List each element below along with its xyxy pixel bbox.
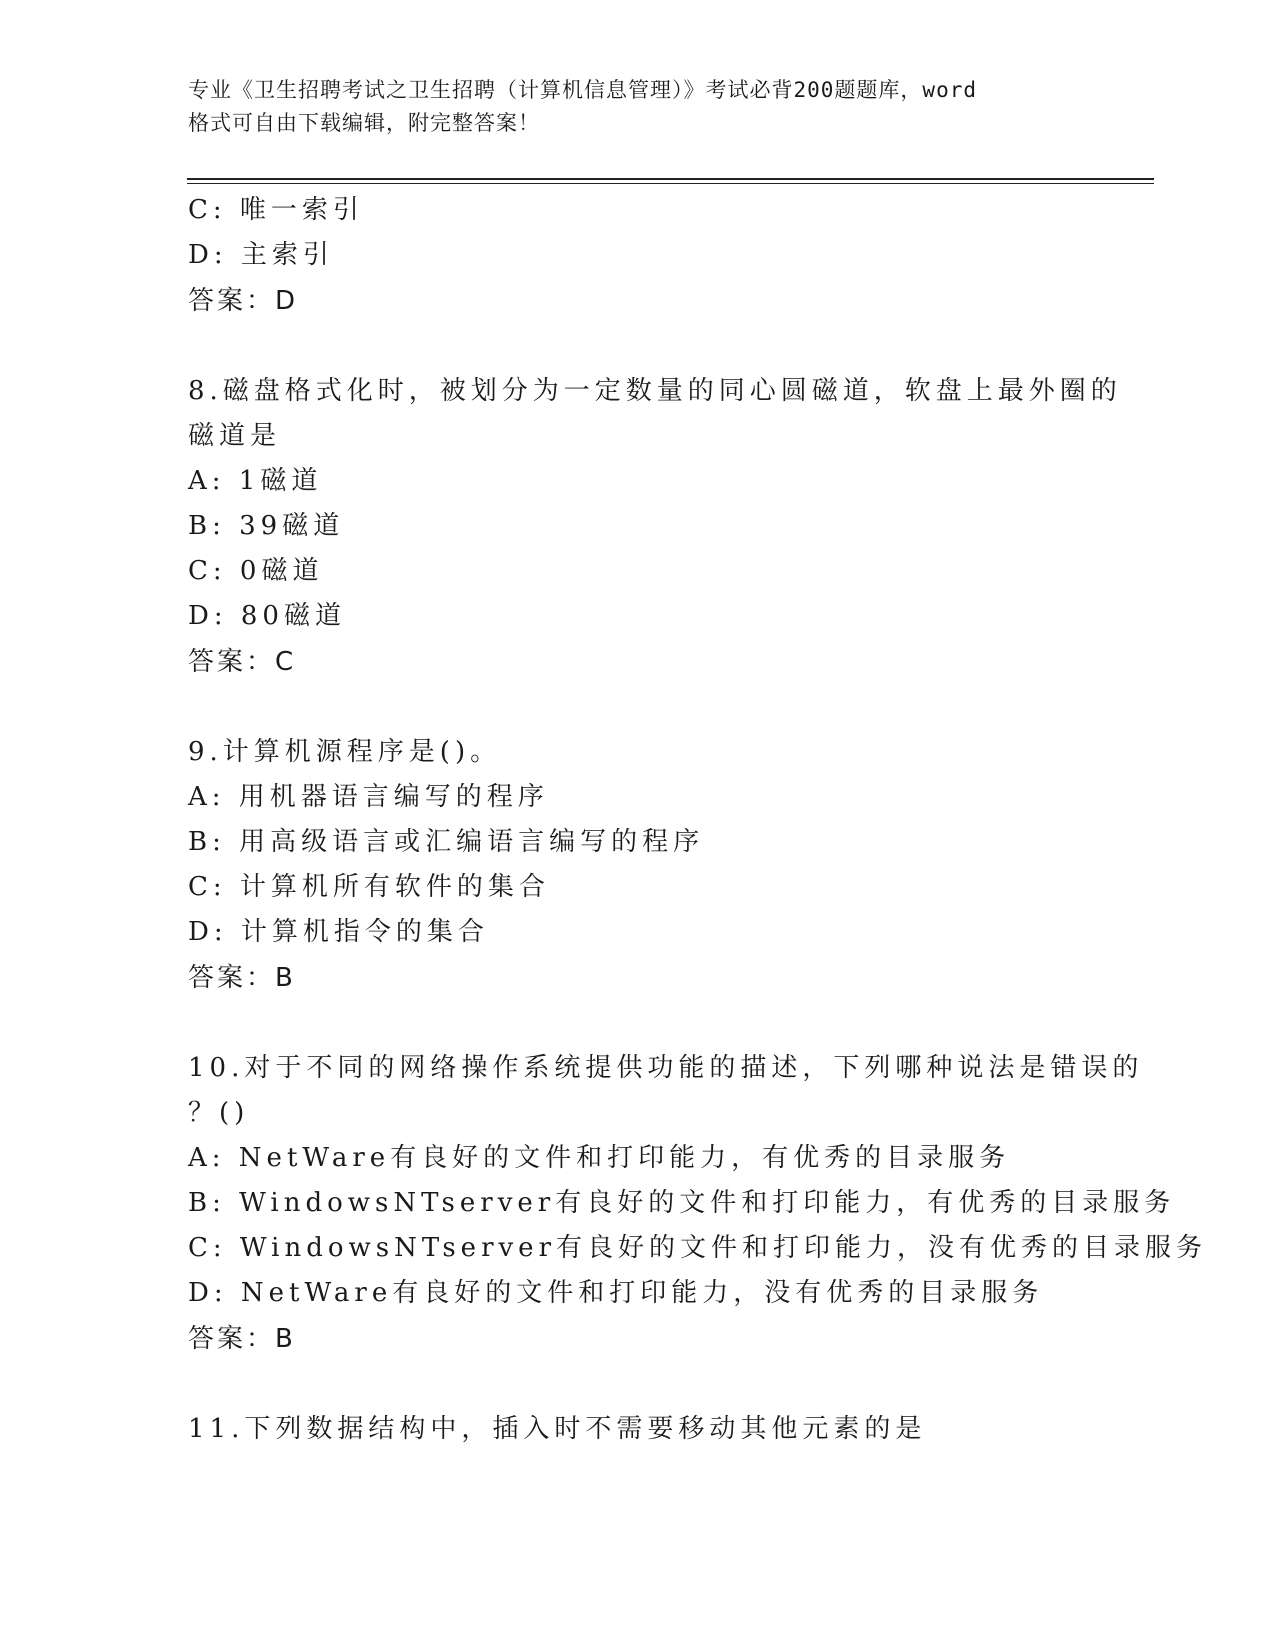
q11-question: 11.下列数据结构中，插入时不需要移动其他元素的是	[188, 1414, 927, 1444]
q10-option-a: A: NetWare有良好的文件和打印能力，有优秀的目录服务	[188, 1143, 1011, 1173]
q9-question: 9.计算机源程序是()。	[188, 737, 502, 767]
q9-answer: 答案：B	[188, 963, 296, 993]
q10-question-line-1: 10.对于不同的网络操作系统提供功能的描述，下列哪种说法是错误的	[188, 1053, 1144, 1083]
q8-option-a: A: 1磁道	[188, 466, 323, 496]
q7-answer: 答案：D	[188, 286, 299, 316]
q8-question-line-2: 磁道是	[188, 421, 282, 451]
header-divider-thin	[187, 183, 1154, 184]
q8-answer: 答案：C	[188, 647, 297, 677]
q10-answer: 答案：B	[188, 1324, 296, 1354]
document-header	[188, 74, 1088, 140]
q8-option-b: B: 39磁道	[188, 511, 345, 541]
header-line-1: 专业《卫生招聘考试之卫生招聘（计算机信息管理）》考试必背200题题库，word	[188, 78, 977, 102]
header-divider-thick	[187, 178, 1154, 180]
q8-option-c: C: 0磁道	[188, 556, 324, 586]
q10-option-b: B: WindowsNTserver有良好的文件和打印能力，有优秀的目录服务	[188, 1188, 1176, 1218]
q7-option-d: D: 主索引	[188, 240, 334, 270]
q9-option-a: A: 用机器语言编写的程序	[188, 782, 549, 812]
q7-option-c: C: 唯一索引	[188, 195, 364, 225]
q10-question-line-2: ？()	[188, 1098, 250, 1128]
header-line-2: 格式可自由下载编辑，附完整答案！	[188, 111, 540, 135]
q9-option-c: C: 计算机所有软件的集合	[188, 872, 550, 902]
q10-option-d: D: NetWare有良好的文件和打印能力，没有优秀的目录服务	[188, 1278, 1044, 1308]
q8-option-d: D: 80磁道	[188, 601, 346, 631]
q8-question-line-1: 8.磁盘格式化时，被划分为一定数量的同心圆磁道，软盘上最外圈的	[188, 376, 1122, 406]
q10-option-c: C: WindowsNTserver有良好的文件和打印能力，没有优秀的目录服务	[188, 1233, 1208, 1263]
q9-option-d: D: 计算机指令的集合	[188, 917, 489, 947]
q9-option-b: B: 用高级语言或汇编语言编写的程序	[188, 827, 705, 857]
